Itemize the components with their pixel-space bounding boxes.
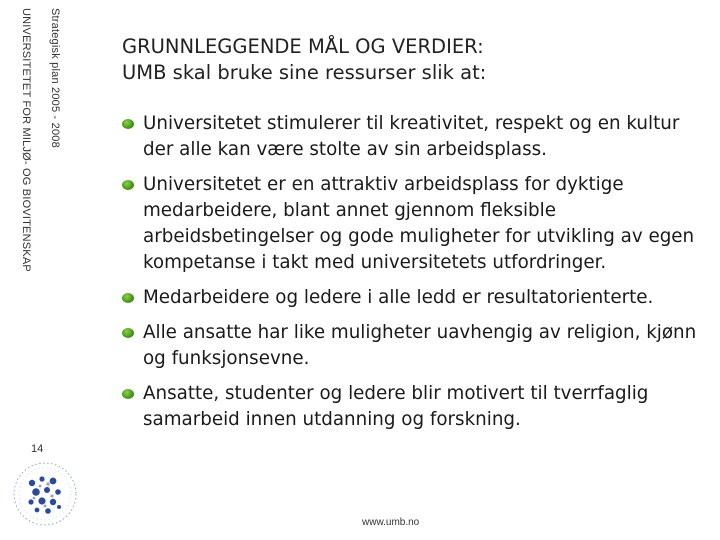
bullet-icon — [122, 328, 134, 338]
bullet-icon — [122, 180, 134, 190]
university-name-label: UNIVERSITETET FOR MILJØ- OG BIOVITENSKAP — [20, 8, 32, 272]
bullet-icon — [122, 119, 134, 129]
page-number: 14 — [31, 443, 44, 455]
bullet-icon — [122, 389, 134, 399]
title-heading: GRUNNLEGGENDE MÅL OG VERDIER: — [122, 35, 484, 58]
list-item — [122, 320, 707, 372]
bullet-list — [122, 111, 707, 442]
title-subheading: UMB skal bruke sine ressurser slik at: — [122, 61, 487, 84]
slide-title — [122, 34, 702, 86]
bullet-text: Medarbeidere og ledere i alle ledd er resultatorienterte. — [143, 287, 654, 308]
list-item — [122, 381, 707, 433]
bullet-text: Ansatte, studenter og ledere blir motivert til tverrfaglig samarbeid innen utdanning og forskning. — [143, 383, 649, 430]
bullet-text: Universitetet stimulerer til kreativitet, respekt og en kultur der alle kan være stolte av sin arbeidsplass. — [143, 113, 680, 160]
bullet-text: Universitetet er en attraktiv arbeidsplass for dyktige medarbeidere, blant annet gjennom fleksible arbeidsbetingelser og gode muligheter for utvikling av egen kompetanse i takt med universitetets utfordringer. — [143, 174, 695, 273]
footer-url: www.umb.no — [362, 517, 420, 528]
bullet-icon — [122, 293, 134, 303]
bullet-text: Alle ansatte har like muligheter uavhengig av religion, kjønn og funksjonsevne. — [143, 322, 697, 369]
list-item — [122, 172, 707, 276]
strategic-plan-label: Strategisk plan 2005 - 2008 — [49, 8, 61, 148]
list-item — [122, 111, 707, 163]
list-item — [122, 285, 707, 311]
umb-logo — [12, 461, 78, 527]
